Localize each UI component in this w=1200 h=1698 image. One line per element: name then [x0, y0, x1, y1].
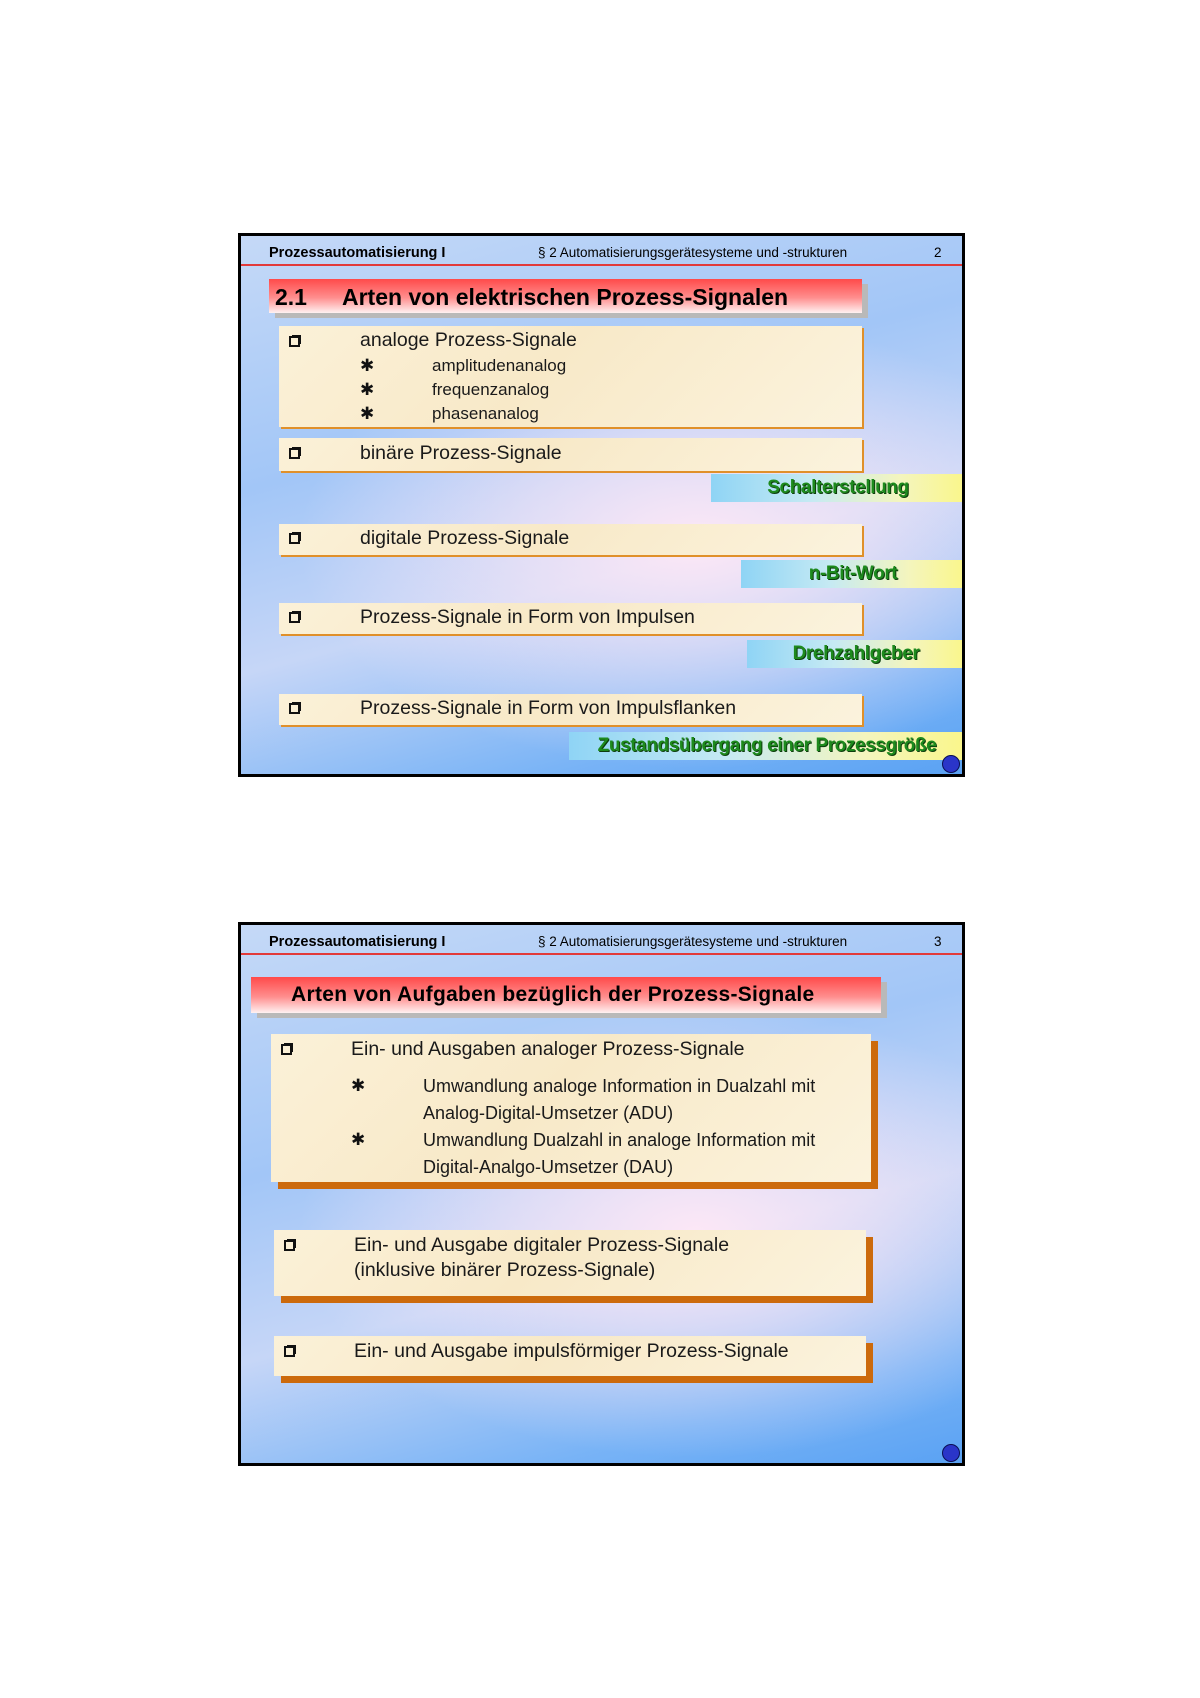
slide-title-bar: [251, 977, 881, 1013]
sub-item-label: amplitudenanalog: [432, 356, 567, 375]
hollow-square-icon: [289, 703, 300, 714]
sub-item-label: Umwandlung Dualzahl in analoge Information mit: [423, 1130, 816, 1150]
page-number: 3: [934, 934, 942, 949]
list-item-label: Ein- und Ausgabe impulsförmiger Prozess-Signale: [354, 1340, 789, 1362]
list-item-label: Prozess-Signale in Form von Impulsen: [360, 606, 695, 628]
slide-title: Arten von Aufgaben bezüglich der Prozess-Signale: [291, 983, 815, 1006]
list-item-analog: [279, 326, 862, 427]
list-item-binary: [279, 438, 862, 471]
slide-page-2: [238, 233, 965, 777]
slide-page-3: [238, 922, 965, 1466]
sub-item-label: frequenzanalog: [432, 380, 550, 399]
slide-header: [241, 925, 962, 955]
list-item-label: Ein- und Ausgabe digitaler Prozess-Signale: [354, 1234, 730, 1256]
asterisk-icon: ✱: [360, 404, 375, 423]
sub-item-label: Analog-Digital-Umsetzer (ADU): [423, 1103, 674, 1123]
asterisk-icon: ✱: [360, 380, 375, 399]
slide-title: Arten von elektrischen Prozess-Signalen: [342, 284, 789, 310]
sub-item-label: Umwandlung analoge Information in Dualzahl mit: [423, 1076, 816, 1096]
list-item-pulse-edges: [279, 694, 862, 725]
example-tag: Schalterstellung: [711, 474, 965, 502]
list-item-digital-io: [274, 1230, 866, 1296]
example-tag: Zustandsübergang einer Prozessgröße: [569, 732, 965, 760]
hollow-square-icon: [289, 612, 300, 623]
slide-header: [241, 236, 962, 266]
hollow-square-icon: [289, 336, 300, 347]
blue-dot-icon[interactable]: [942, 755, 960, 773]
sub-item-label: phasenanalog: [432, 404, 539, 423]
list-item-label: analoge Prozess-Signale: [360, 329, 577, 351]
list-item-label: digitale Prozess-Signale: [360, 527, 570, 549]
asterisk-icon: ✱: [360, 356, 375, 375]
course-title: Prozessautomatisierung I: [269, 934, 446, 950]
hollow-square-icon: [284, 1240, 295, 1251]
section-title: § 2 Automatisierungsgerätesysteme und -strukturen: [538, 934, 848, 949]
section-title: § 2 Automatisierungsgerätesysteme und -strukturen: [538, 245, 848, 260]
page-number: 2: [934, 245, 942, 260]
title-number: 2.1: [275, 284, 307, 310]
list-item-pulse-io: [274, 1336, 866, 1376]
list-item-label: Ein- und Ausgaben analoger Prozess-Signale: [351, 1038, 745, 1060]
hollow-square-icon: [289, 448, 300, 459]
list-item-label: binäre Prozess-Signale: [360, 442, 562, 464]
sub-item-label: Digital-Analgo-Umsetzer (DAU): [423, 1157, 674, 1177]
list-item-analog-io: [271, 1034, 871, 1182]
hollow-square-icon: [281, 1044, 292, 1055]
example-tag: Drehzahlgeber: [747, 640, 965, 668]
hollow-square-icon: [289, 533, 300, 544]
asterisk-icon: ✱: [351, 1130, 366, 1149]
example-tag: n-Bit-Wort: [741, 560, 965, 588]
list-item-label: Prozess-Signale in Form von Impulsflanken: [360, 697, 737, 719]
list-item-label: (inklusive binärer Prozess-Signale): [354, 1259, 656, 1281]
course-title: Prozessautomatisierung I: [269, 245, 446, 261]
slide-title-bar: [269, 279, 862, 313]
list-item-pulses: [279, 603, 862, 634]
asterisk-icon: ✱: [351, 1076, 366, 1095]
list-item-digital: [279, 524, 862, 555]
blue-dot-icon[interactable]: [942, 1444, 960, 1462]
hollow-square-icon: [284, 1346, 295, 1357]
